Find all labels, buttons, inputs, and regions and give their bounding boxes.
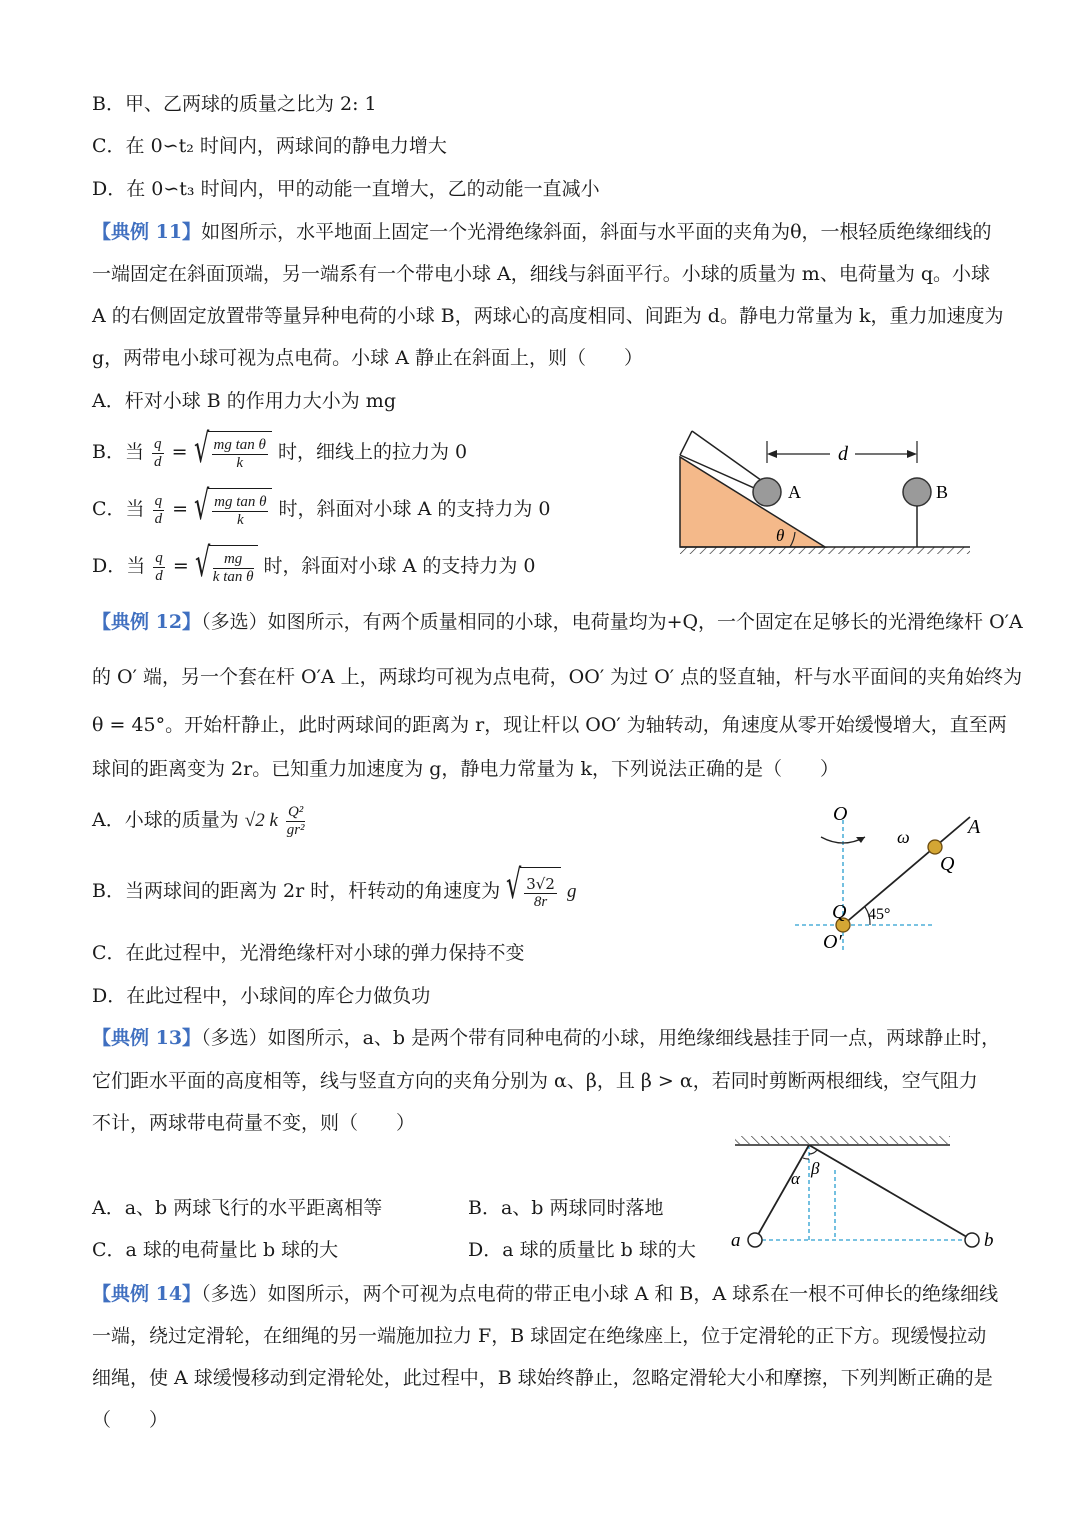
- label-omega: ω: [897, 827, 910, 847]
- q14-text-1: （多选）如图所示，两个可视为点电荷的带正电小球 A 和 B，A 球系在一根不可伸长的绝缘细线: [201, 1283, 999, 1305]
- q13-figure: [725, 1130, 1000, 1260]
- label-alpha: α: [791, 1169, 800, 1188]
- q11-figure: [670, 425, 980, 560]
- q11-option-b: B．当 $\frac{q}{d}$ = √ $\frac{\text{mg tan θ}}{k}$ 时，细线上的拉力为 0: [92, 430, 467, 476]
- q12-text-1: （多选）如图所示，有两个质量相同的小球，电荷量均为+Q，一个固定在足够长的光滑绝缘杆 O′A: [201, 611, 1023, 633]
- label-a: A: [968, 816, 981, 838]
- q14-line-2: 一端，绕过定滑轮，在细绳的另一端施加拉力 F，B 球固定在绝缘座上，位于定滑轮的正下方。现缓慢拉动: [92, 1325, 987, 1347]
- q11-line-4: g，两带电小球可视为点电荷。小球 A 静止在斜面上，则（ ）: [92, 347, 643, 369]
- q13-option-b: B．a、b 两球同时落地: [468, 1197, 664, 1219]
- label-o-prime: O′: [823, 931, 842, 953]
- q12-line-2: 的 O′ 端，另一个套在杆 O′A 上，两球均可视为点电荷，OO′ 为过 O′ 点的竖直轴，杆与水平面间的夹角始终为: [92, 666, 1023, 688]
- q11-line-2: 一端固定在斜面顶端，另一端系有一个带电小球 A，细线与斜面平行。小球的质量为 m、电荷量为 q。小球: [92, 263, 991, 285]
- q12-line-3: θ = 45°。开始杆静止，此时两球间的距离为 r，现让杆以 OO′ 为轴转动，角速度从零开始缓慢增大，直至两: [92, 714, 1007, 736]
- q14-line-3: 细绳，使 A 球缓慢移动到定滑轮处，此过程中，B 球始终静止，忽略定滑轮大小和摩擦，下列判断正确的是: [92, 1367, 993, 1389]
- q12-tag: 【典例 12】: [92, 611, 202, 633]
- q11-option-a: A．杆对小球 B 的作用力大小为 mg: [92, 390, 396, 412]
- q14-line-1: [92, 1281, 998, 1307]
- label-q-lower: Q: [832, 901, 847, 923]
- q14-line-4: （ ）: [92, 1409, 169, 1431]
- q11-option-d-prefix: D．当: [92, 555, 146, 577]
- q11-line-3: A 的右侧固定放置带等量异种电荷的小球 B，两球心的高度相同、间距为 d。静电力常量为 k，重力加速度为: [92, 305, 1004, 327]
- q11-c-frac-qd: $\frac{q}{d}$: [154, 492, 163, 527]
- q13-line-1: [92, 1025, 1000, 1051]
- q11-b-sqrt: √ $\frac{\text{mg tan θ}}{k}$: [194, 431, 272, 476]
- q12-option-b: [92, 861, 577, 918]
- q12-b-sqrt: √ $\frac{3√2}{8r}$: [506, 867, 561, 918]
- q11-option-d: D．当 $\frac{q}{d}$ = √ $\frac{mg}{\text{k tan θ}}$ 时，斜面对小球 A 的支持力为 0: [92, 544, 535, 590]
- q13-tag: 【典例 13】: [92, 1027, 202, 1049]
- q13-option-a: A．a、b 两球飞行的水平距离相等: [92, 1197, 383, 1219]
- q10-option-b: B．甲、乙两球的质量之比为 2: 1: [92, 93, 377, 115]
- q12-option-a: [92, 798, 307, 843]
- q12-a-frac: $\frac{\text{Q²}}{\text{gr²}}$: [286, 803, 305, 838]
- q12-line-1: [92, 609, 1023, 635]
- label-45: 45°: [868, 906, 891, 923]
- label-o: O: [833, 803, 848, 825]
- ball-q-upper: [928, 840, 942, 854]
- ball-b: [965, 1233, 979, 1247]
- q14-tag: 【典例 14】: [92, 1283, 202, 1305]
- q12-figure: [785, 795, 995, 960]
- q10-option-c: C．在 0∽t₂ 时间内，两球间的静电力增大: [92, 135, 447, 157]
- q11-text-1: 如图所示，水平地面上固定一个光滑绝缘斜面，斜面与水平面的夹角为θ，一根轻质绝缘细线的: [201, 221, 992, 243]
- label-q-upper: Q: [940, 853, 955, 875]
- q11-option-c-prefix: C．当: [92, 498, 145, 520]
- q11-b-frac-qd: $\frac{q}{d}$: [154, 435, 162, 470]
- q13-line-3: 不计，两球带电荷量不变，则（ ）: [92, 1112, 416, 1134]
- incline: [680, 457, 825, 547]
- q11-c-sqrt: √ $\frac{\text{mg tan θ}}{k}$: [194, 488, 272, 533]
- label-b: B: [936, 482, 949, 502]
- q12-a-coeff: √2 k: [244, 810, 278, 831]
- q11-option-d-suffix: 时，斜面对小球 A 的支持力为 0: [263, 555, 536, 577]
- ground-hatch: [680, 547, 970, 554]
- ceiling-hatch: [735, 1136, 950, 1144]
- q13-line-2: 它们距水平面的高度相等，线与竖直方向的夹角分别为 α、β，且 β > α，若同时剪断两根细线，空气阻力: [92, 1070, 978, 1092]
- q10-option-d: D．在 0∽t₃ 时间内，甲的动能一直增大，乙的动能一直减小: [92, 178, 600, 200]
- q12-option-d: D．在此过程中，小球间的库仑力做负功: [92, 985, 431, 1007]
- q11-option-b-prefix: B．当: [92, 441, 144, 463]
- label-beta: β: [811, 1159, 820, 1178]
- label-d: d: [838, 443, 848, 465]
- thread-a: [755, 1145, 809, 1240]
- thread-b: [809, 1145, 972, 1240]
- q13-text-1: （多选）如图所示，a、b 是两个带有同种电荷的小球，用绝缘细线悬挂于同一点，两球静止时，: [201, 1027, 1001, 1049]
- q11-option-c-suffix: 时，斜面对小球 A 的支持力为 0: [278, 498, 551, 520]
- ball-b: [903, 478, 931, 506]
- label-a: A: [788, 482, 801, 502]
- q11-d-frac-qd: $\frac{q}{d}$: [155, 549, 163, 584]
- q11-d-sqrt: √ $\frac{mg}{\text{k tan θ}}$: [195, 545, 258, 590]
- q11-line-1: [92, 219, 992, 245]
- q12-b-g: g: [566, 881, 577, 902]
- label-a: a: [731, 1230, 741, 1251]
- q11-tag: 【典例 11】: [92, 221, 202, 243]
- label-b: b: [984, 1230, 994, 1251]
- q12-option-b-prefix: B．当两球间的距离为 2r 时，杆转动的角速度为: [92, 880, 501, 902]
- q12-option-c: C．在此过程中，光滑绝缘杆对小球的弹力保持不变: [92, 942, 525, 964]
- ball-a: [753, 478, 781, 506]
- q11-option-c: C．当 $\frac{q}{d}$ = √ $\frac{\text{mg tan θ}}{k}$ 时，斜面对小球 A 的支持力为 0: [92, 487, 550, 533]
- q13-option-d: D．a 球的质量比 b 球的大: [468, 1239, 696, 1261]
- q13-option-c: C．a 球的电荷量比 b 球的大: [92, 1239, 339, 1261]
- q12-line-4: 球间的距离变为 2r。已知重力加速度为 g，静电力常量为 k，下列说法正确的是（ ）: [92, 758, 839, 780]
- q12-option-a-prefix: A．小球的质量为: [92, 809, 239, 831]
- q11-option-b-suffix: 时，细线上的拉力为 0: [277, 441, 468, 463]
- ball-a: [748, 1233, 762, 1247]
- label-theta: θ: [776, 526, 785, 545]
